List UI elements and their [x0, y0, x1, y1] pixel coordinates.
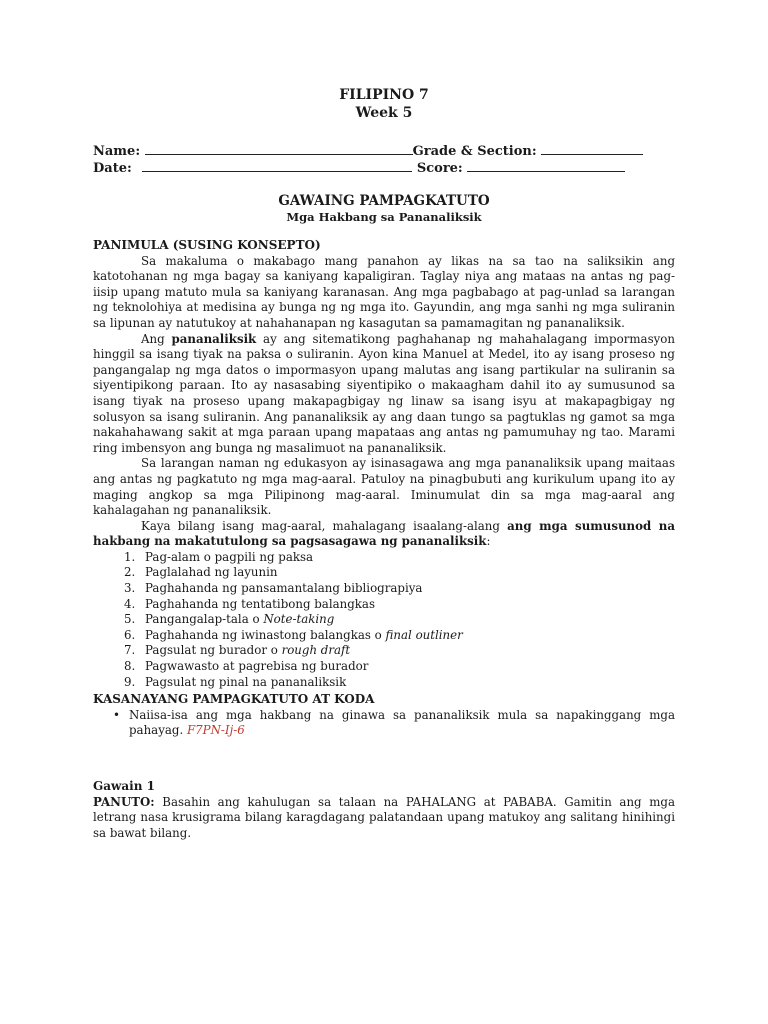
grade-section-label: Grade & Section: — [412, 144, 542, 159]
panimula-paragraph-4 — [93, 519, 675, 550]
grade-section-blank[interactable] — [541, 143, 643, 155]
panuto-text: Basahin ang kahulugan sa talaan na PAHALANG at PABABA. Gamitin ang mga letrang nasa krusigrama bilang karagdagang palatandaan upang matukoy ang salitang hinihingi sa bawat bilang. — [93, 794, 675, 840]
kasanayan-list — [93, 708, 675, 739]
score-blank[interactable] — [467, 160, 625, 172]
bullet-icon: • — [113, 707, 120, 722]
list-item — [113, 708, 675, 739]
list-item: 4. Paghahanda ng tentatibong balangkas — [139, 597, 675, 613]
list-item: 1. Pag-alam o pagpili ng paksa — [139, 550, 675, 566]
list-item: 9. Pagsulat ng pinal na pananaliksik — [139, 675, 675, 691]
p2-rest: ay ang sitematikong paghahanap ng mahahalagang impormasyon hinggil sa isang tiyak na paksa o suliranin. Ayon kina Manuel at Medel, ito ay isang proseso ng pangangalap ng mga datos o impormasyon upang malutas ang isang partikular na suliranin sa siyentipikong paraan. Ito ay nasasabing siyentipiko o makaagham dahil ito ay sumusunod sa isang tiyak na proseso upang makapagbigay ng linaw sa isang isyu at makapagbigay ng solusyon sa isang suliranin. Ang pananaliksik ay ang daan tungo sa pagtuklas ng gamot sa mga nakahahawang sakit at mga paraan upang mapataas ang antas ng pamumuhay ng tao. Marami ring imbensyon ang bunga ng masalimuot na pananaliksik. — [93, 331, 675, 455]
panuto-paragraph — [93, 795, 675, 842]
activity-subtitle: Mga Hakbang sa Pananaliksik — [286, 210, 482, 224]
panimula-heading: PANIMULA (SUSING KONSEPTO) — [93, 238, 321, 252]
name-label: Name: — [93, 144, 145, 159]
research-steps-list — [93, 550, 675, 690]
panimula-section — [93, 238, 675, 690]
list-item: 6. Paghahanda ng iwinastong balangkas o final outliner — [139, 628, 675, 644]
list-item: 5. Pangangalap-tala o Note-taking — [139, 612, 675, 628]
gawain-section — [93, 779, 675, 841]
week-title: Week 5 — [355, 105, 413, 121]
date-score-row — [93, 160, 693, 176]
date-blank[interactable] — [142, 160, 412, 172]
score-label: Score: — [412, 161, 468, 176]
list-item: 3. Paghahanda ng pansamantalang bibliograpiya — [139, 581, 675, 597]
panuto-label: PANUTO: — [93, 794, 155, 809]
list-item: 7. Pagsulat ng burador o rough draft — [139, 643, 675, 659]
panimula-paragraph-2 — [93, 332, 675, 457]
p4-end: : — [486, 534, 491, 549]
p2-term: pananaliksik — [171, 331, 257, 346]
name-grade-row — [93, 143, 693, 159]
date-label: Date: — [93, 161, 137, 176]
panimula-paragraph-1: Sa makaluma o makabago mang panahon ay likas na sa tao na saliksikin ang katotohanan ng mga bagay sa kaniyang kapaligiran. Taglay niya ang mataas na antas ng pag-iisip upang matuto mula sa kaniyang karanasan. Ang mga pagbabago at pag-unlad sa larangan ng teknolohiya at medisina ay bunga ng ng mga ito. Gayundin, ang mga sanhi ng mga suliranin sa lipunan ay natutukoy at nahahanapan ng kasagutan sa pamamagitan ng pananaliksik. — [93, 253, 675, 330]
name-blank[interactable] — [145, 143, 413, 155]
list-item: 8. Pagwawasto at pagrebisa ng burador — [139, 659, 675, 675]
panimula-paragraph-3: Sa larangan naman ng edukasyon ay isinasagawa ang mga pananaliksik upang maitaas ang antas ng pagkatuto ng mga mag-aaral. Patuloy na pinagbubuti ang kurikulum upang ito ay maging angkop sa mga Pilipinong mag-aaral. Iminumulat din sa mga mag-aaral ang kahalagahan ng pananaliksik. — [93, 456, 675, 518]
competency-code: F7PN-Ij-6 — [186, 723, 245, 738]
kasanayan-section — [93, 692, 675, 739]
competency-text: Naiisa-isa ang mga hakbang na ginawa sa pananaliksik mula sa napakinggang mga pahayag. — [129, 707, 675, 738]
p4-bold: ang mga sumusunod na hakbang na makatutulong sa pagsasagawa ng pananaliksik — [93, 518, 675, 549]
list-item: 2. Paglalahad ng layunin — [139, 565, 675, 581]
gawain-heading: Gawain 1 — [93, 779, 155, 793]
kasanayan-heading: KASANAYANG PAMPAGKATUTO AT KODA — [93, 692, 375, 706]
p4-lead: Kaya bilang isang mag-aaral, mahalagang isaalang-alang — [141, 518, 508, 533]
p2-lead: Ang — [141, 331, 172, 346]
activity-title: GAWAING PAMPAGKATUTO — [278, 193, 490, 209]
subject-title: FILIPINO 7 — [339, 87, 429, 103]
